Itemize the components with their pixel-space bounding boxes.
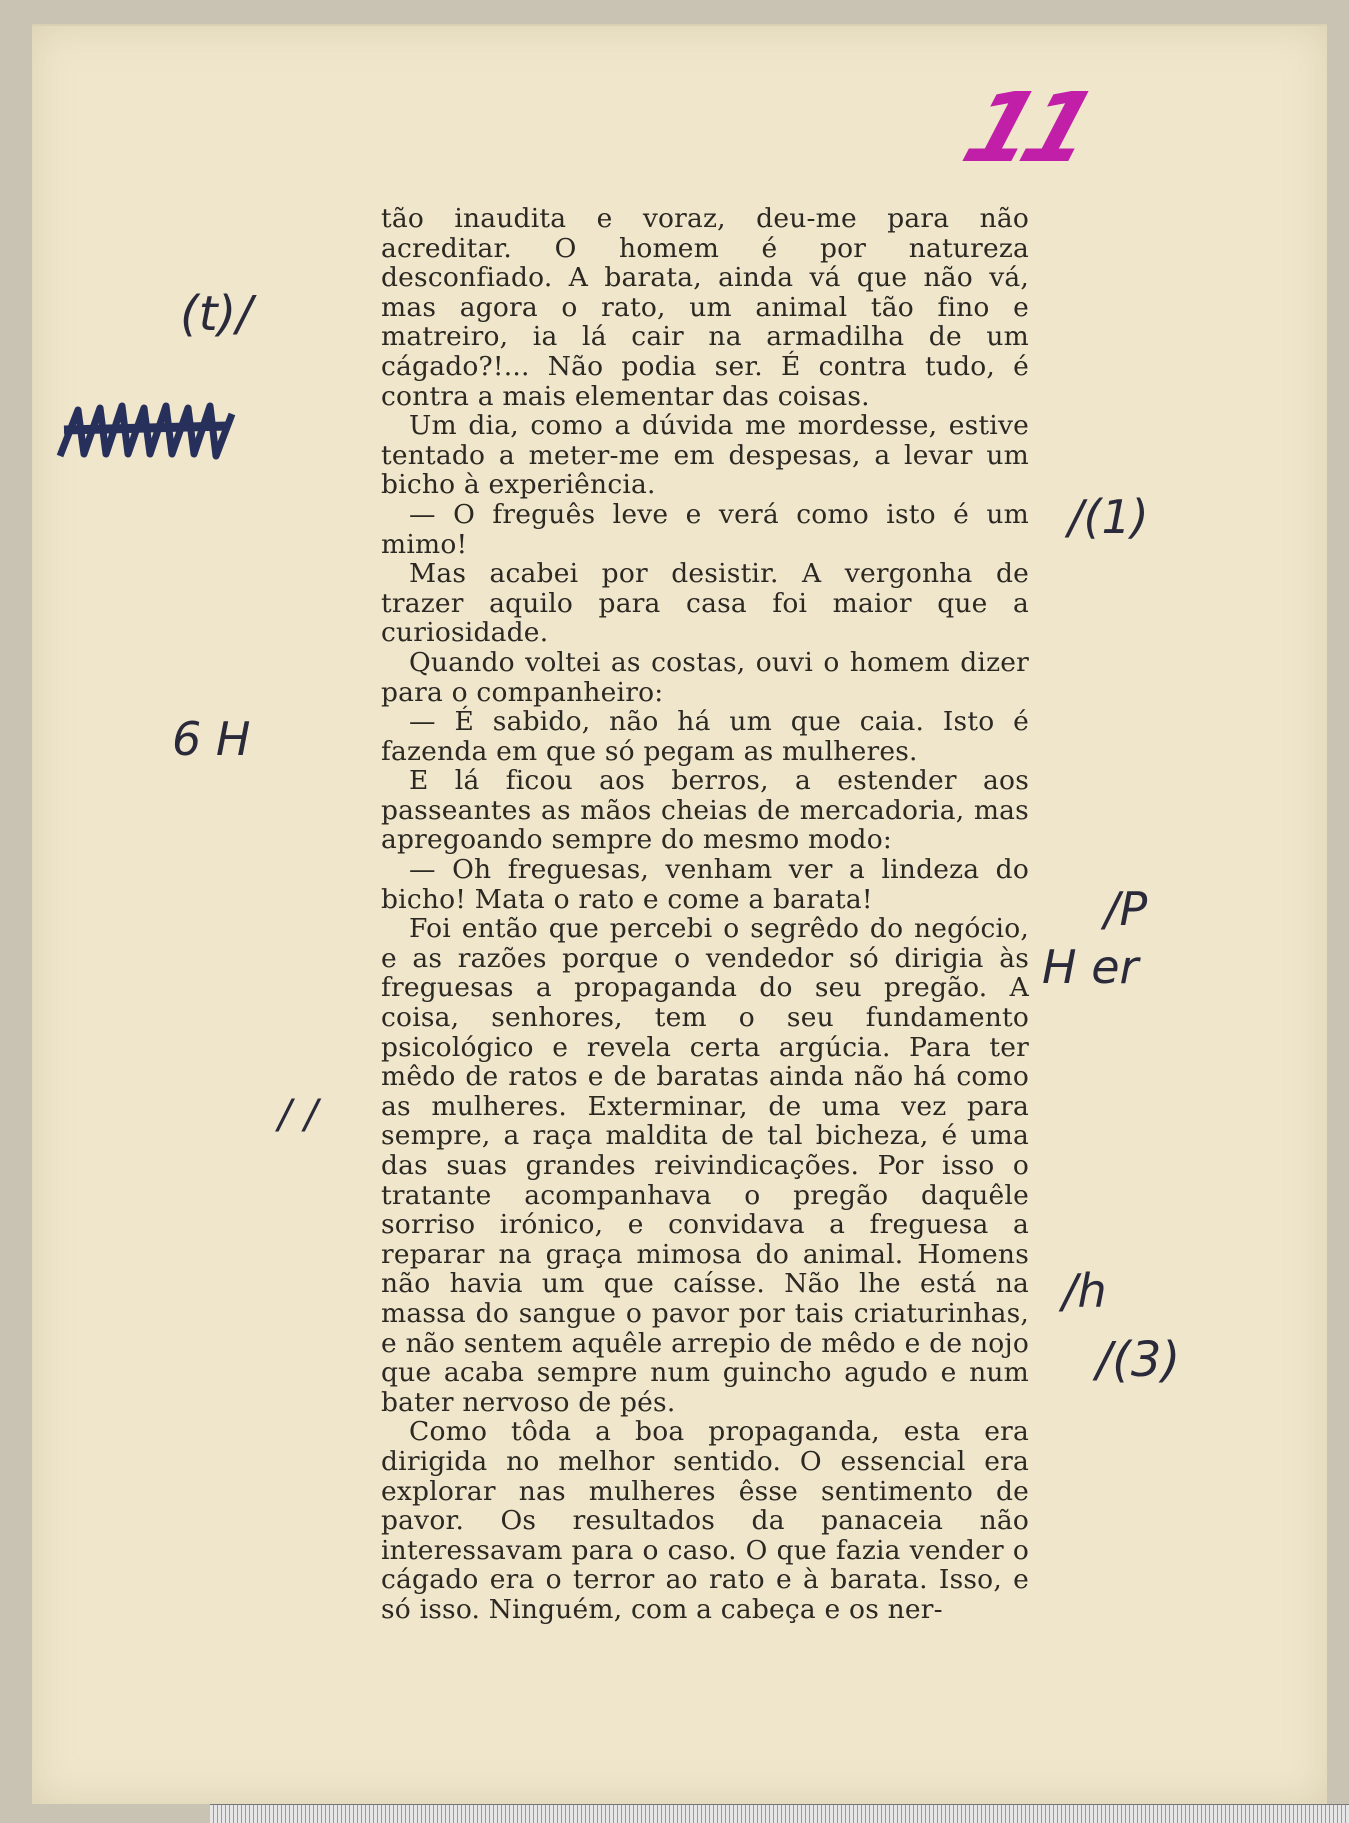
paragraph: E lá ficou aos berros, a estender aos passeantes as mãos cheias de mercadoria, mas apregoando sempre do mesmo modo: [381,765,1029,856]
paragraph: — Oh freguesas, venham ver a lindeza do bicho! Mata o rato e come a barata! [381,854,1029,915]
paragraph: — O freguês leve e verá como isto é um mimo! [381,498,1029,560]
margin-note-right-4: /h [1062,1264,1107,1318]
paragraph: Mas acabei por desistir. A vergonha de trazer aquilo para casa foi maior que a curiosidade. [381,558,1029,649]
margin-note-right-1: /(1) [1068,490,1149,544]
folio-number: 11 [950,72,1101,184]
paragraph: Foi então que percebi o segrêdo do negócio, e as razões porque o vendedor só dirigia às freguesas a propaganda do seu pregão. A coisa, senhores, tem o seu fundamento psicológico e revela certa argúcia. Para ter mêdo de ratos e de baratas ainda não há como as mulheres. Exterminar, de uma vez para sempre, a raça maldita de tal bicheza, é uma das suas grandes reivindicações. Por isso o tratante acompanhava o pregão daquêle sorriso irónico, e convidava a freguesa a reparar na graça mimosa do animal. Homens não havia um que caísse. Não lhe está na massa do sangue o pavor por tais criaturinhas, e não sentem aquêle arrepio de mêdo e de nojo que acaba sempre num guincho agudo e num bater nervoso de pés. [381,913,1029,1418]
margin-note-right-2: /P [1104,882,1148,936]
margin-note-right-3: H er [1042,940,1139,994]
margin-note-left-3: 6 H [172,712,251,766]
margin-note-left-4: / / [278,1092,318,1138]
margin-note-left-1: (t)/ [180,286,253,342]
body-text [381,204,1029,1625]
paragraph: — É sabido, não há um que caia. Isto é fazenda em que só pegam as mulheres. [381,706,1029,767]
paragraph: Como tôda a boa propaganda, esta era dirigida no melhor sentido. O essencial era explorar nas mulheres êsse sentimento de pavor. Os resultados da panaceia não interessavam para o caso. O que fazia vender o cágado era o terror ao rato e à barata. Isso, e só isso. Ninguém, com a cabeça e os ner- [381,1416,1029,1625]
color-scale-bar [210,1804,1349,1823]
margin-note-right-5: /(3) [1096,1332,1181,1388]
paragraph: tão inaudita e voraz, deu-me para não acreditar. O homem é por natureza desconfiado. A barata, ainda vá que não vá, mas agora o rato, um animal tão fino e matreiro, ia lá cair na armadilha de um cágado?!... Não podia ser. É contra tudo, é contra a mais elementar das coisas. [381,203,1029,412]
paragraph: Quando voltei as costas, ouvi o homem dizer para o companheiro: [381,646,1029,708]
paragraph: Um dia, como a dúvida me mordesse, estive tentado a meter-me em despesas, a levar um bicho à experiência. [381,410,1029,501]
scribble-mark [56,396,236,466]
manuscript-page [32,24,1327,1804]
